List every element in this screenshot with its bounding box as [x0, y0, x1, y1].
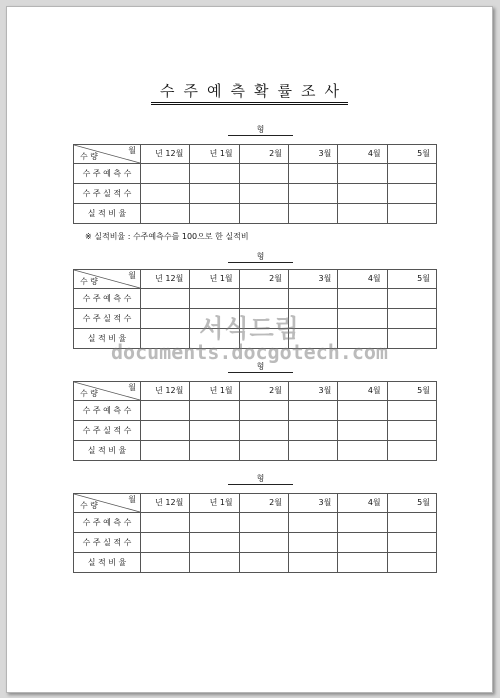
- input-cell[interactable]: [190, 184, 239, 204]
- input-cell[interactable]: [288, 533, 337, 553]
- input-cell[interactable]: [239, 421, 288, 441]
- row-label: 수 주 예 측 수: [74, 289, 141, 309]
- input-cell[interactable]: [338, 289, 387, 309]
- month-header: 2월: [239, 494, 288, 513]
- month-header: 년 12월: [141, 382, 190, 401]
- table-header-row: [74, 270, 437, 289]
- month-header: 3월: [288, 382, 337, 401]
- table-row: [74, 421, 437, 441]
- month-header: 4월: [338, 270, 387, 289]
- table-row: [74, 533, 437, 553]
- input-cell[interactable]: [288, 421, 337, 441]
- input-cell[interactable]: [288, 441, 337, 461]
- month-header: 년 1월: [190, 494, 239, 513]
- corner-qty-label: 수 량: [80, 389, 98, 398]
- table-row: [74, 513, 437, 533]
- month-header: 3월: [288, 270, 337, 289]
- input-cell[interactable]: [141, 164, 190, 184]
- month-header: 년 12월: [141, 270, 190, 289]
- month-header: 년 12월: [141, 145, 190, 164]
- month-header: 5월: [387, 145, 436, 164]
- table-row: [74, 289, 437, 309]
- corner-qty-label: 수 량: [80, 152, 98, 161]
- input-cell[interactable]: [239, 184, 288, 204]
- row-label: 수 주 실 적 수: [74, 309, 141, 329]
- row-label: 실 적 비 율: [74, 441, 141, 461]
- input-cell[interactable]: [141, 553, 190, 573]
- input-cell[interactable]: [338, 421, 387, 441]
- input-cell[interactable]: [190, 289, 239, 309]
- unit-label: 형: [228, 124, 293, 136]
- month-header: 4월: [338, 494, 387, 513]
- input-cell[interactable]: [338, 441, 387, 461]
- input-cell[interactable]: [190, 553, 239, 573]
- month-header: 년 12월: [141, 494, 190, 513]
- input-cell[interactable]: [387, 401, 436, 421]
- unit-label: 형: [228, 361, 293, 373]
- corner-month-label: 월: [128, 495, 136, 504]
- input-cell[interactable]: [141, 184, 190, 204]
- month-header: 년 1월: [190, 270, 239, 289]
- table-row: [74, 553, 437, 573]
- unit-label: 형: [228, 251, 293, 263]
- input-cell[interactable]: [141, 533, 190, 553]
- watermark-logo: 서식드림: [199, 314, 300, 343]
- input-cell[interactable]: [190, 204, 239, 224]
- month-header: 5월: [387, 270, 436, 289]
- input-cell[interactable]: [288, 164, 337, 184]
- corner-cell: [74, 382, 141, 401]
- input-cell[interactable]: [387, 513, 436, 533]
- month-header: 4월: [338, 145, 387, 164]
- corner-qty-label: 수 량: [80, 501, 98, 510]
- corner-cell: [74, 494, 141, 513]
- table-row: [74, 204, 437, 224]
- form-page: [6, 6, 493, 693]
- input-cell[interactable]: [190, 164, 239, 184]
- input-cell[interactable]: [387, 533, 436, 553]
- row-label: 수 주 예 측 수: [74, 513, 141, 533]
- input-cell[interactable]: [141, 441, 190, 461]
- month-header: 5월: [387, 494, 436, 513]
- row-label: 실 적 비 율: [74, 329, 141, 349]
- survey-table: [73, 144, 437, 224]
- corner-month-label: 월: [128, 383, 136, 392]
- table-header-row: [74, 494, 437, 513]
- month-header: 2월: [239, 145, 288, 164]
- table-row: [74, 184, 437, 204]
- input-cell[interactable]: [239, 553, 288, 573]
- input-cell[interactable]: [288, 184, 337, 204]
- input-cell[interactable]: [288, 553, 337, 573]
- row-label: 수 주 실 적 수: [74, 533, 141, 553]
- survey-table: [73, 493, 437, 573]
- input-cell[interactable]: [190, 401, 239, 421]
- month-header: 2월: [239, 270, 288, 289]
- row-label: 실 적 비 율: [74, 553, 141, 573]
- document-title-text: 수주예측확률조사: [151, 82, 348, 105]
- month-header: 2월: [239, 382, 288, 401]
- input-cell[interactable]: [190, 533, 239, 553]
- input-cell[interactable]: [288, 401, 337, 421]
- input-cell[interactable]: [239, 401, 288, 421]
- input-cell[interactable]: [141, 204, 190, 224]
- input-cell[interactable]: [338, 401, 387, 421]
- month-header: 3월: [288, 494, 337, 513]
- input-cell[interactable]: [141, 513, 190, 533]
- input-cell[interactable]: [239, 533, 288, 553]
- input-cell[interactable]: [387, 421, 436, 441]
- input-cell[interactable]: [387, 553, 436, 573]
- row-label: 실 적 비 율: [74, 204, 141, 224]
- table-row: [74, 164, 437, 184]
- month-header: 년 1월: [190, 145, 239, 164]
- input-cell[interactable]: [239, 289, 288, 309]
- input-cell[interactable]: [387, 184, 436, 204]
- input-cell[interactable]: [288, 289, 337, 309]
- watermark-url: documents.docgotech.com: [111, 340, 388, 364]
- input-cell[interactable]: [387, 289, 436, 309]
- input-cell[interactable]: [338, 164, 387, 184]
- input-cell[interactable]: [190, 513, 239, 533]
- input-cell[interactable]: [239, 164, 288, 184]
- table-header-row: [74, 382, 437, 401]
- corner-cell: [74, 270, 141, 289]
- input-cell[interactable]: [387, 441, 436, 461]
- month-header: 4월: [338, 382, 387, 401]
- corner-month-label: 월: [128, 146, 136, 155]
- input-cell[interactable]: [387, 204, 436, 224]
- row-label: 수 주 예 측 수: [74, 164, 141, 184]
- month-header: 년 1월: [190, 382, 239, 401]
- input-cell[interactable]: [141, 421, 190, 441]
- corner-cell: [74, 145, 141, 164]
- month-header: 3월: [288, 145, 337, 164]
- corner-month-label: 월: [128, 271, 136, 280]
- row-label: 수 주 실 적 수: [74, 184, 141, 204]
- table-header-row: [74, 145, 437, 164]
- input-cell[interactable]: [239, 513, 288, 533]
- input-cell[interactable]: [387, 164, 436, 184]
- month-header: 5월: [387, 382, 436, 401]
- row-label: 수 주 실 적 수: [74, 421, 141, 441]
- input-cell[interactable]: [338, 513, 387, 533]
- table-row: [74, 401, 437, 421]
- input-cell[interactable]: [288, 204, 337, 224]
- input-cell[interactable]: [141, 401, 190, 421]
- table-row: [74, 441, 437, 461]
- footnote: ※ 실적비율 : 수주예측수를 100으로 한 실적비: [85, 232, 249, 241]
- input-cell[interactable]: [288, 513, 337, 533]
- input-cell[interactable]: [190, 421, 239, 441]
- corner-qty-label: 수 량: [80, 277, 98, 286]
- input-cell[interactable]: [239, 441, 288, 461]
- input-cell[interactable]: [338, 533, 387, 553]
- input-cell[interactable]: [190, 441, 239, 461]
- input-cell[interactable]: [338, 204, 387, 224]
- input-cell[interactable]: [141, 289, 190, 309]
- row-label: 수 주 예 측 수: [74, 401, 141, 421]
- unit-label: 형: [228, 473, 293, 485]
- input-cell[interactable]: [239, 204, 288, 224]
- input-cell[interactable]: [338, 553, 387, 573]
- survey-table: [73, 381, 437, 461]
- document-title: [7, 81, 492, 105]
- input-cell[interactable]: [338, 184, 387, 204]
